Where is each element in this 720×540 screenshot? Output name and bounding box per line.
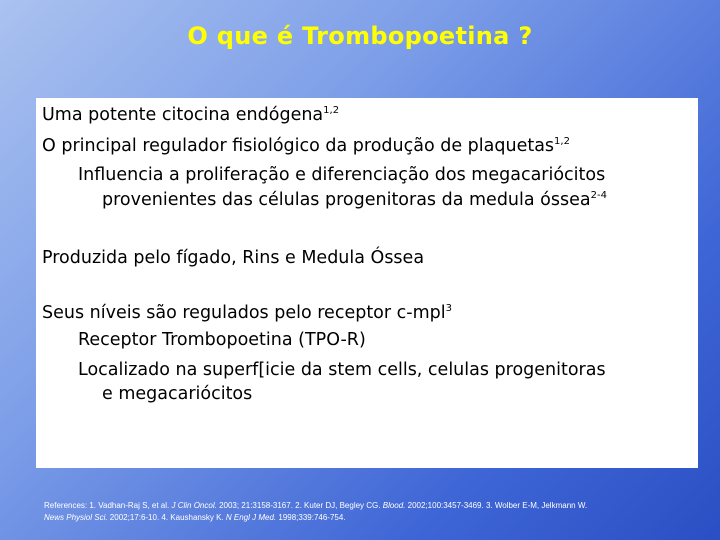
bullet-line: O principal regulador fisiológico da produção de plaquetas$^{1,2}$ bbox=[42, 136, 570, 156]
bullet-line: Uma potente citocina endógena$^{1,2}$ bbox=[42, 105, 340, 125]
content-panel bbox=[36, 98, 698, 468]
sub-bullet-continuation: provenientes das células progenitoras da medula óssea$^{2-4}$ bbox=[102, 190, 607, 210]
sub-bullet-continuation: e megacariócitos bbox=[102, 384, 253, 404]
slide-title: O que é Trombopoetina ? bbox=[187, 22, 533, 50]
sub-bullet-line: Localizado na superf[icie da stem cells, celulas progenitoras bbox=[78, 360, 606, 380]
references: References: 1. Vadhan-Raj S, et al. J Clin Oncol. 2003; 21:3158-3167. 2. Kuter DJ, Begley CG. Blood. 2002;100:3457-3469. 3. Wolber E-M, Jelkmann W. News Physiol Sci. 2002;17:6-10. 4. Kaushansky K. N Engl J Med. 1998;339:746-754. bbox=[44, 501, 588, 522]
bullet-line: Seus níveis são regulados pelo receptor c-mpl$^3$ bbox=[42, 303, 452, 323]
bullet-line: Produzida pelo fígado, Rins e Medula Óssea bbox=[42, 248, 425, 268]
sub-bullet-line: Receptor Trombopoetina (TPO-R) bbox=[78, 330, 366, 350]
sub-bullet-line: Influencia a proliferação e diferenciação dos megacariócitos bbox=[78, 165, 606, 185]
